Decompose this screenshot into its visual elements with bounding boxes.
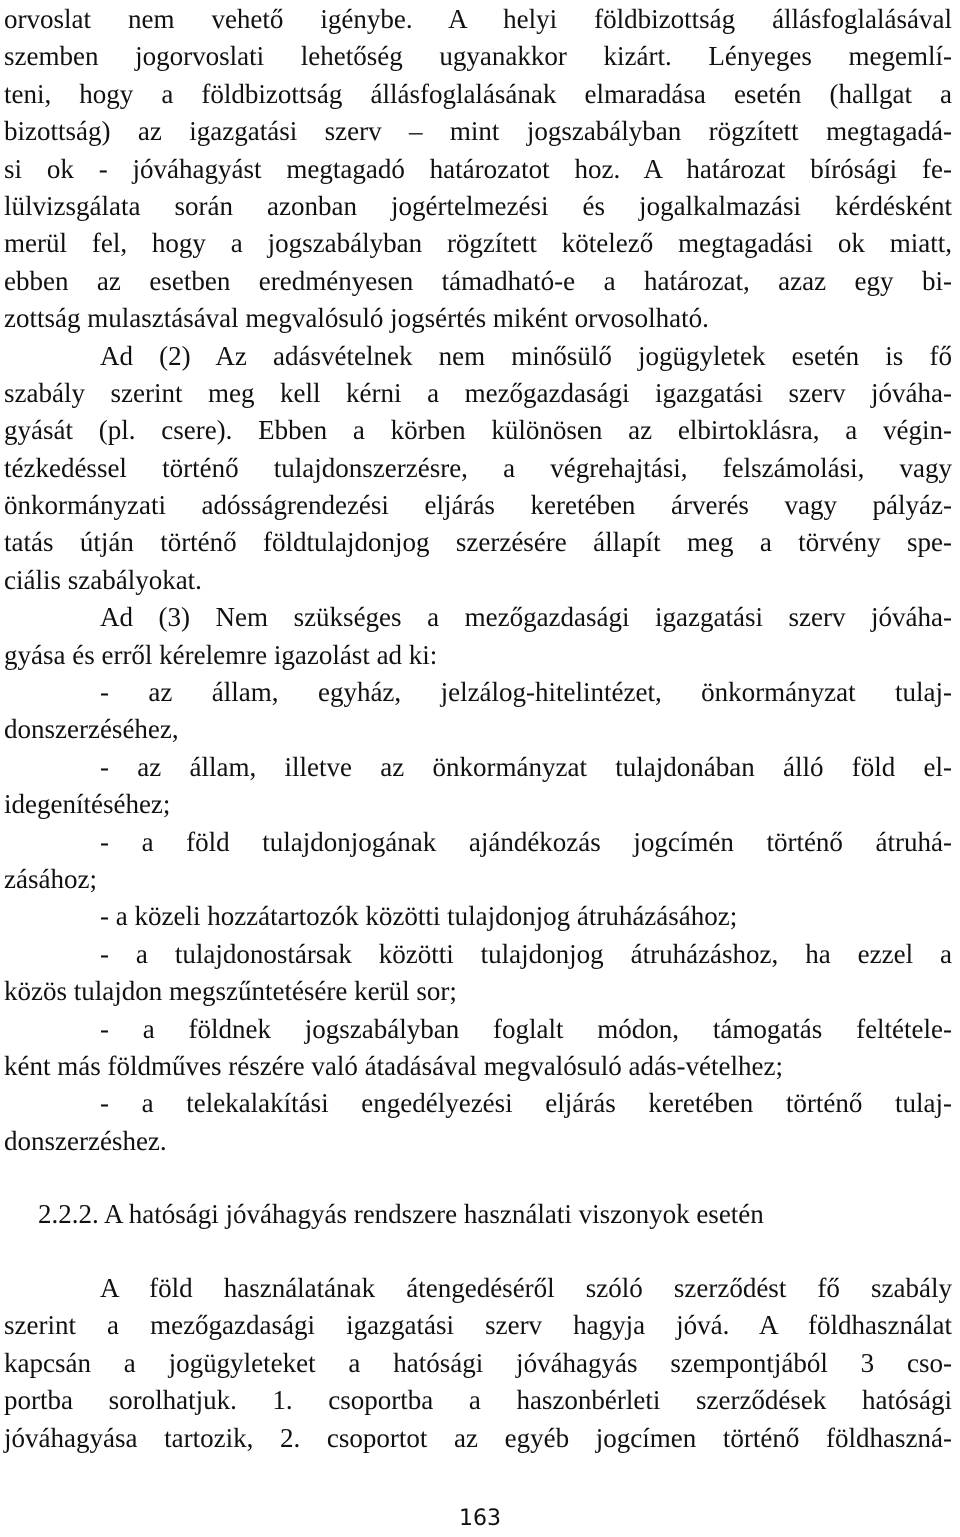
list-item-continuation: ként más földműves részére való átadásával megvalósuló adás-vételhez; — [4, 1050, 783, 1081]
list-item: - a telekalakítási engedélyezési eljárás keretében történő tulaj- — [100, 1088, 952, 1119]
list-item-continuation: idegenítéséhez; — [4, 789, 171, 820]
text-line: teni, hogy a földbizottság állásfoglalásának elmaradása esetén (hallgat a — [4, 78, 952, 109]
paragraph-first-line: Ad (3) Nem szükséges a mezőgazdasági igazgatási szerv jóváha- — [100, 602, 952, 633]
text-line: orvoslat nem vehető igénybe. A helyi földbizottság állásfoglalásával — [4, 4, 952, 34]
list-item-continuation: közös tulajdon megszűntetésére kerül sor; — [4, 976, 457, 1007]
paragraph-first-line: Ad (2) Az adásvételnek nem minősülő jogügyletek esetén is fő — [100, 340, 952, 371]
list-item-continuation: donszerzéséhez, — [4, 714, 179, 745]
list-item: - a közeli hozzátartozók közötti tulajdonjog átruházásához; — [100, 901, 738, 932]
text-line: bizottság) az igazgatási szerv – mint jogszabályban rögzített megtagadá- — [4, 116, 952, 147]
text-line: szerint a mezőgazdasági igazgatási szerv hagyja jóvá. A földhasználat — [4, 1310, 952, 1341]
text-line: merül fel, hogy a jogszabályban rögzített kötelező megtagadási ok miatt, — [4, 228, 952, 259]
page-number: 163 — [459, 1506, 501, 1531]
text-line: si ok - jóváhagyást megtagadó határozatot hoz. A határozat bírósági fe- — [4, 153, 952, 184]
list-item-continuation: donszerzéshez. — [4, 1125, 167, 1156]
list-item: - a föld tulajdonjogának ajándékozás jogcímén történő átruhá- — [100, 826, 952, 857]
text-line: jóváhagyása tartozik, 2. csoportot az egyéb jogcímen történő földhaszná- — [4, 1422, 952, 1453]
list-item: - a földnek jogszabályban foglalt módon, támogatás feltétele- — [100, 1013, 952, 1044]
text-line: szemben jogorvoslati lehetőség ugyanakkor kizárt. Lényeges megemlí- — [4, 41, 952, 72]
list-item: - az állam, egyház, jelzálog-hitelintézet, önkormányzat tulaj- — [100, 677, 952, 708]
text-line: ciális szabályokat. — [4, 564, 202, 595]
text-line: önkormányzati adósságrendezési eljárás keretében árverés vagy pályáz- — [4, 490, 952, 521]
list-item-continuation: zásához; — [4, 863, 97, 894]
text-line: ebben az esetben eredményesen támadható-e a határozat, azaz egy bi- — [4, 265, 952, 296]
body-text — [4, 1, 952, 1160]
section-heading: 2.2.2. A hatósági jóváhagyás rendszere használati viszonyok esetén — [38, 1199, 764, 1229]
list-item: - a tulajdonostársak közötti tulajdonjog átruházáshoz, ha ezzel a — [100, 938, 952, 969]
text-line: szabály szerint meg kell kérni a mezőgazdasági igazgatási szerv jóváha- — [4, 377, 952, 408]
text-line: gyása és erről kérelemre igazolást ad ki: — [4, 639, 438, 670]
paragraph-first-line: A föld használatának átengedéséről szóló szerződést fő szabály — [100, 1273, 952, 1303]
text-line: gyását (pl. csere). Ebben a körben különösen az elbirtoklásra, a végin- — [4, 415, 952, 446]
text-line: lülvizsgálata során azonban jogértelmezési és jogalkalmazási kérdésként — [4, 190, 952, 221]
text-line: tatás útján történő földtulajdonjog szerzésére állapít meg a törvény spe- — [4, 527, 952, 558]
body-text-section — [4, 1270, 952, 1457]
text-line: kapcsán a jogügyleteket a hatósági jóváhagyás szempontjából 3 cso- — [4, 1347, 952, 1378]
list-item: - az állam, illetve az önkormányzat tulajdonában álló föld el- — [100, 751, 952, 782]
text-line: tézkedéssel történő tulajdonszerzésre, a végrehajtási, felszámolási, vagy — [4, 452, 952, 483]
text-line: portba sorolhatjuk. 1. csoportba a haszonbérleti szerződések hatósági — [4, 1385, 952, 1416]
text-line: zottság mulasztásával megvalósuló jogsértés miként orvosolható. — [4, 303, 709, 334]
